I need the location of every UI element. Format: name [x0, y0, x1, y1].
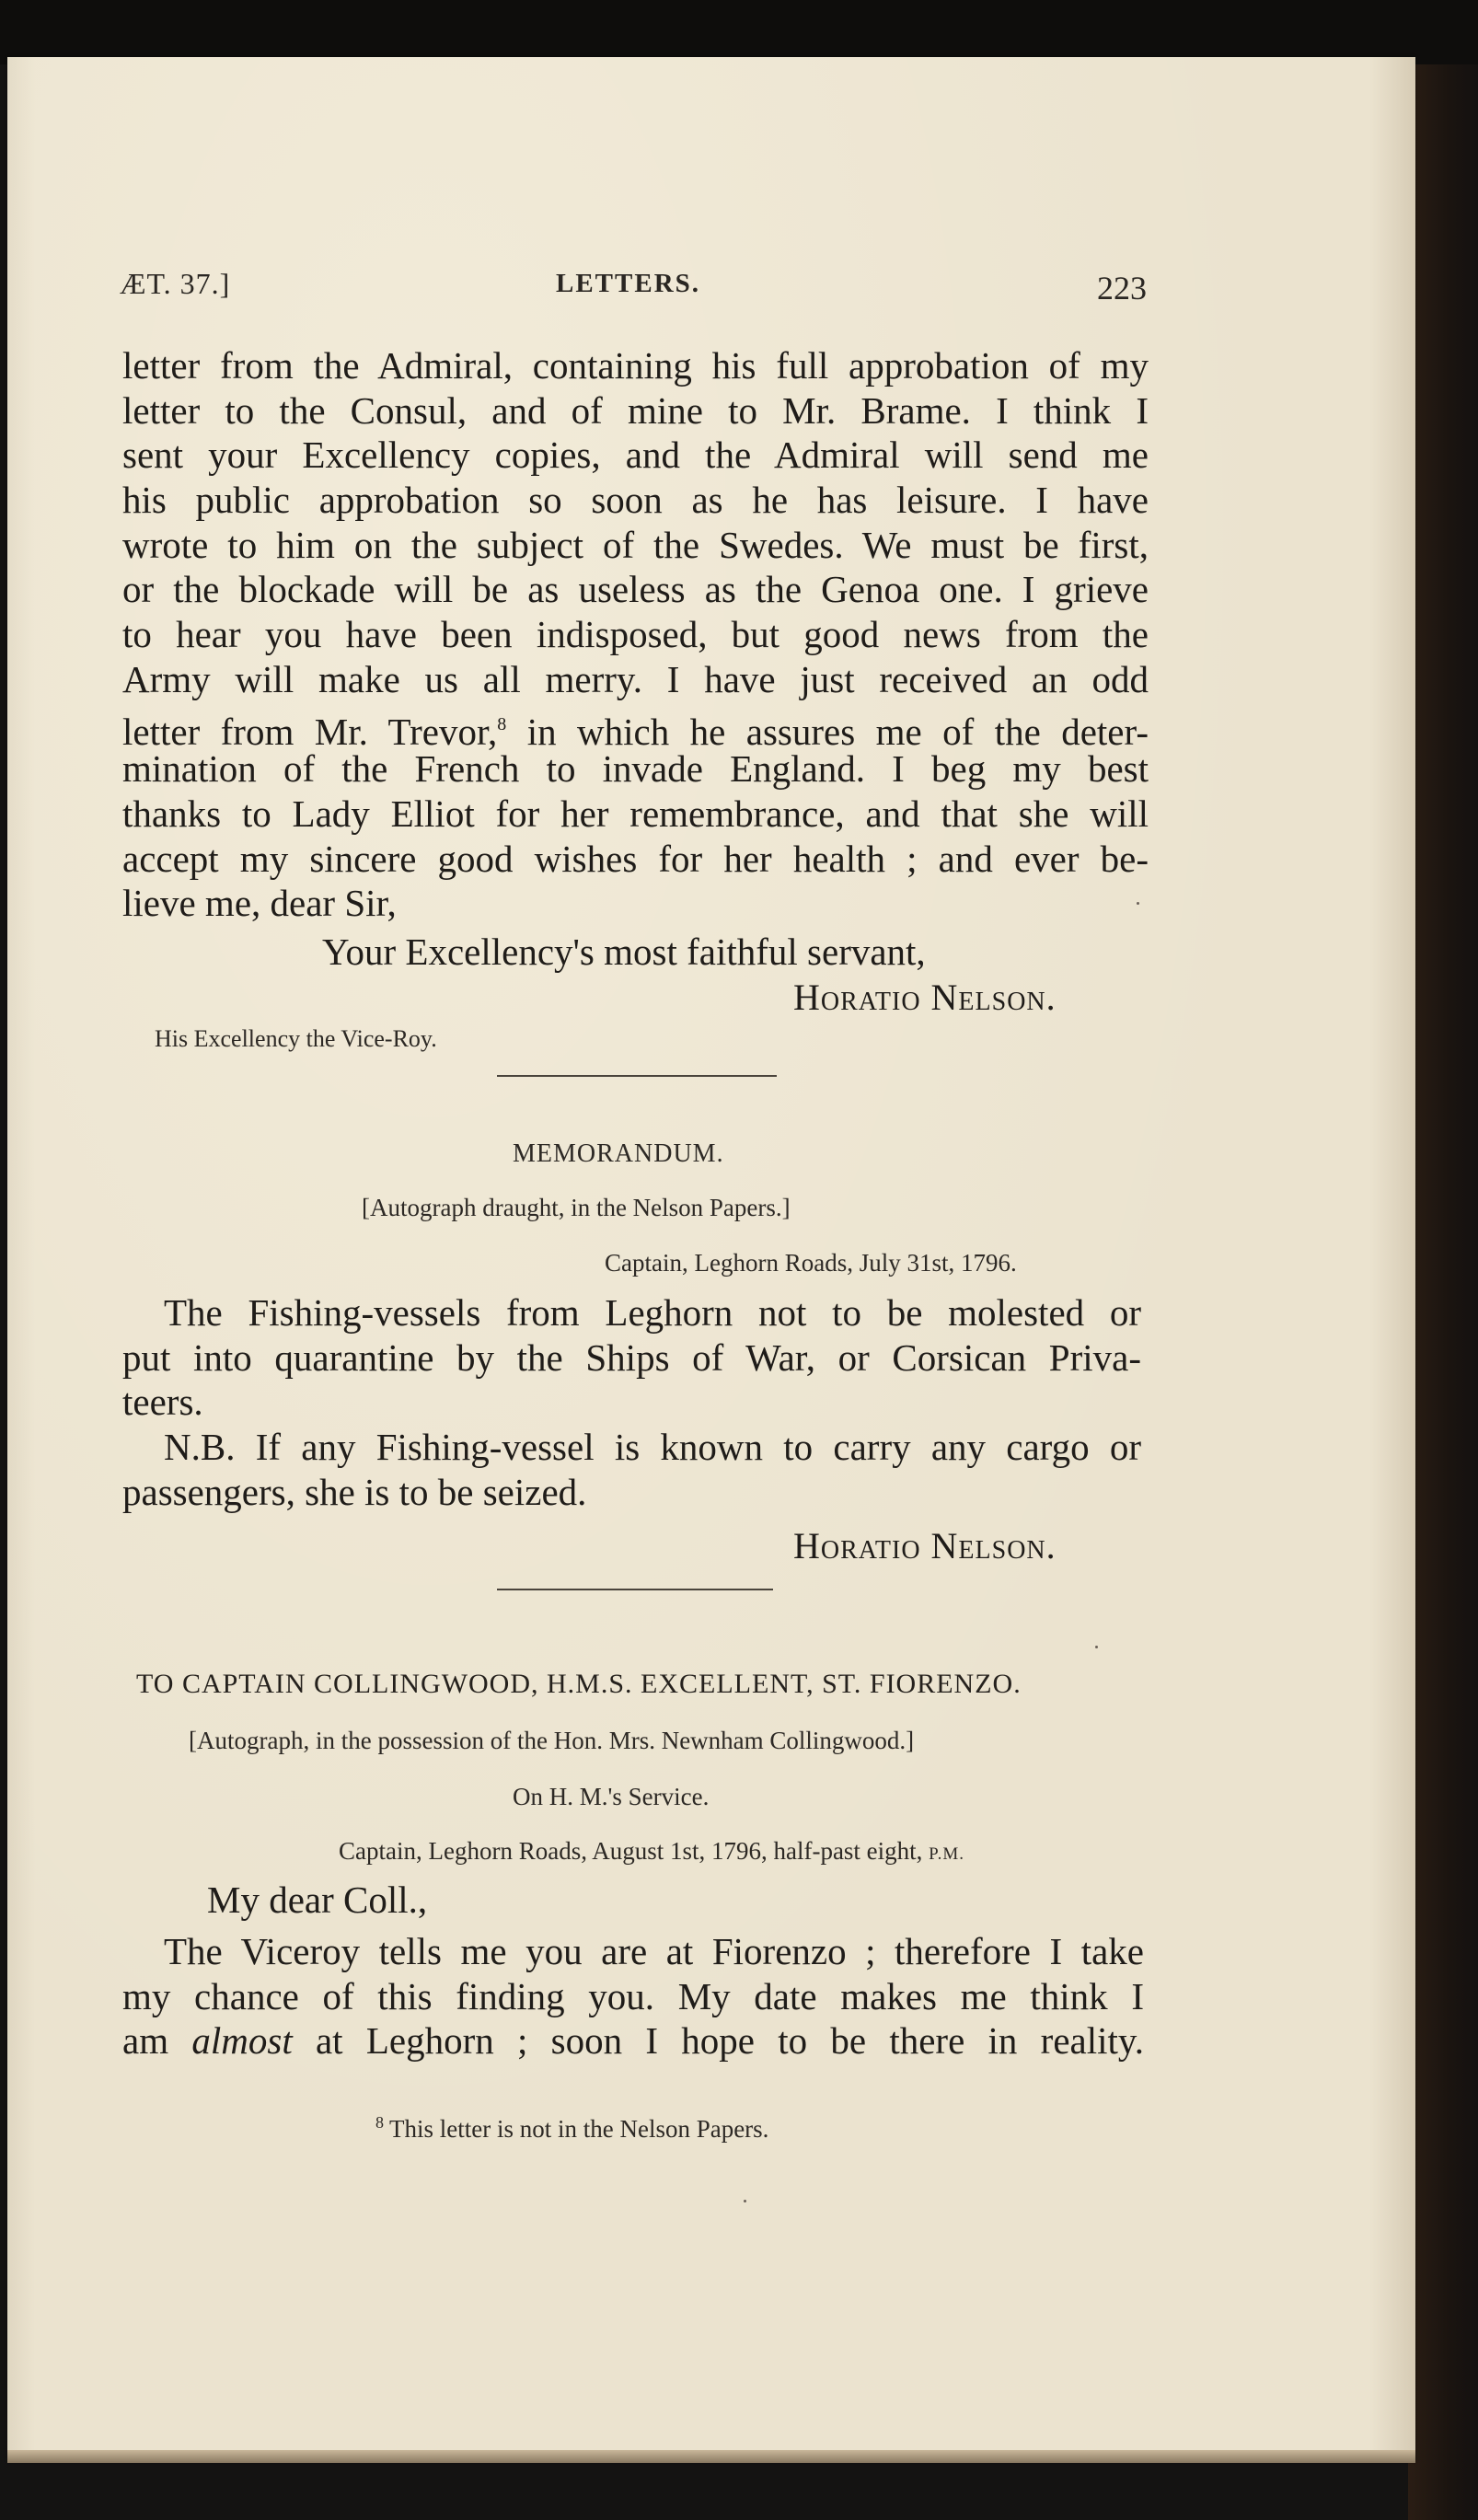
section-divider — [497, 1589, 773, 1590]
running-header — [120, 267, 1147, 309]
book-spine-edge — [1408, 64, 1478, 2520]
text-line: accept my sincere good wishes for her health ; and ever be- — [122, 837, 1149, 880]
paper-speck — [1095, 1646, 1098, 1648]
footnote-text: This letter is not in the Nelson Papers. — [389, 2115, 769, 2143]
letter-source: [Autograph, in the possession of the Hon. Mrs. Newnham Collingwood.] — [189, 1727, 915, 1754]
text-line: passengers, she is to be seized. — [122, 1470, 587, 1513]
header-age: ÆT. 37.] — [120, 267, 231, 300]
addressee: His Excellency the Vice-Roy. — [155, 1025, 437, 1052]
text-line-with-footnote — [122, 702, 1149, 753]
section-divider — [497, 1075, 777, 1077]
letter-service-note: On H. M.'s Service. — [513, 1783, 710, 1810]
text-line: or the blockade will be as useless as the Genoa one. I grieve — [122, 568, 1149, 611]
text-line: The Viceroy tells me you are at Fiorenzo ; therefore I take — [164, 1930, 1144, 1972]
scan-background-top — [0, 0, 1478, 64]
text-line: thanks to Lady Elliot for her remembrance, and that she will — [122, 792, 1149, 835]
footnote-mark: 8 — [375, 2113, 384, 2132]
text-line: mination of the French to invade England. I beg my best — [122, 747, 1149, 791]
text-fragment: at Leghorn ; soon I hope to be there in reality. — [292, 2019, 1144, 2063]
text-fragment: am — [122, 2019, 192, 2063]
footnote — [375, 2113, 768, 2144]
memorandum-body — [122, 1290, 1141, 1514]
text-line: letter from the Admiral, containing his full approbation of my — [122, 344, 1149, 387]
memorandum-dateline: Captain, Leghorn Roads, July 31st, 1796. — [605, 1249, 1017, 1277]
text-line-with-italic — [122, 2018, 1144, 2063]
text-fragment: letter from Mr. Trevor, — [122, 710, 498, 753]
footnote-reference: 8 — [497, 713, 507, 734]
page-bottom-edge — [7, 2450, 1415, 2463]
signature: Horatio Nelson. — [793, 977, 1057, 1018]
paper-speck — [1137, 902, 1139, 905]
text-line: N.B. If any Fishing-vessel is known to carry any cargo or — [164, 1426, 1141, 1469]
letter-closing: Your Excellency's most faithful servant, — [322, 931, 926, 973]
text-line: lieve me, dear Sir, — [122, 882, 397, 925]
text-line: letter to the Consul, and of mine to Mr. Brame. I think I — [122, 388, 1149, 432]
text-line: Army will make us all merry. I have just received an odd — [122, 657, 1149, 700]
dateline-text: Captain, Leghorn Roads, August 1st, 1796, half-past eight, — [339, 1837, 923, 1865]
header-title: LETTERS. — [556, 269, 701, 298]
letter-body — [122, 343, 1149, 926]
text-line: wrote to him on the subject of the Swedes. We must be first, — [122, 523, 1149, 566]
text-line: teers. — [122, 1381, 203, 1424]
dateline-pm: P.M. — [929, 1844, 965, 1864]
paper-speck — [744, 2200, 746, 2202]
text-line: sent your Excellency copies, and the Admiral will send me — [122, 433, 1149, 477]
memorandum-signature: Horatio Nelson. — [793, 1525, 1057, 1566]
text-line: put into quarantine by the Ships of War, or Corsican Priva- — [122, 1335, 1141, 1379]
text-line: to hear you have been indisposed, but good news from the — [122, 613, 1149, 656]
page-number: 223 — [1097, 270, 1147, 306]
italic-word: almost — [191, 2019, 293, 2063]
text-fragment: in which he assures me of the deter- — [506, 710, 1149, 753]
letter-heading: TO CAPTAIN COLLINGWOOD, H.M.S. EXCELLENT, ST. FIORENZO. — [136, 1669, 1022, 1699]
collingwood-letter-body — [122, 1929, 1144, 2063]
text-line: The Fishing-vessels from Leghorn not to be molested or — [164, 1291, 1141, 1334]
salutation: My dear Coll., — [207, 1878, 428, 1921]
letter-dateline — [339, 1837, 964, 1866]
memorandum-title: MEMORANDUM. — [513, 1139, 724, 1168]
memorandum-source: [Autograph draught, in the Nelson Papers.] — [362, 1194, 791, 1221]
text-line: my chance of this finding you. My date makes me think I — [122, 1974, 1144, 2017]
text-line: his public approbation so soon as he has leisure. I have — [122, 479, 1149, 522]
